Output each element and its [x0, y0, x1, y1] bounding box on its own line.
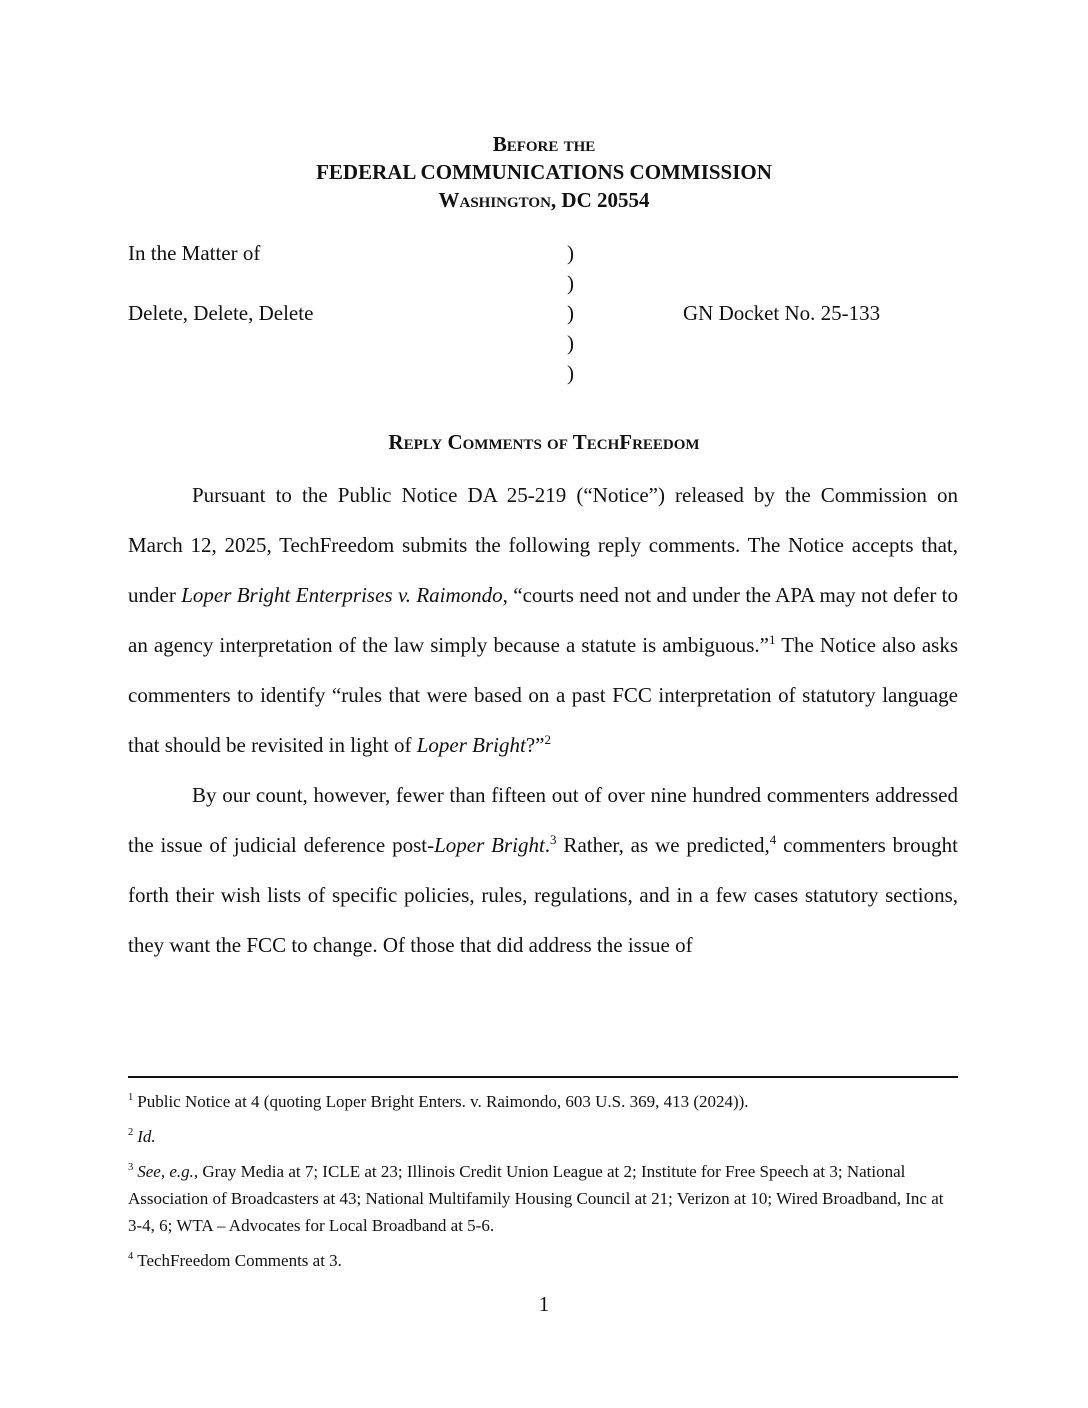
body-paragraph-2: By our count, however, fewer than fifteen out of over nine hundred commenters addressed the issue of judicial deference post-Loper Bright.$^3$ Rather, as we predicted,$^4$ commenters brought forth their wish lists of specific policies, rules, regulations, and in a few cases statutory sections, they want the FCC to change. Of those that did address the issue of — [128, 783, 958, 957]
paren-mark: ) — [567, 271, 574, 295]
header-address: Washington, DC 20554 — [438, 188, 650, 212]
footnote-separator — [128, 1076, 958, 1078]
court-header — [0, 130, 1088, 214]
paren-mark: ) — [567, 361, 574, 385]
footnote-text: TechFreedom Comments at 3. — [137, 1251, 342, 1270]
footnote-text: Public Notice at 4 (quoting Loper Bright Enters. v. Raimondo, 603 U.S. 369, 413 (2024)). — [137, 1092, 749, 1111]
matter-label: In the Matter of — [128, 241, 261, 265]
footnote-number: 3 — [128, 1162, 134, 1174]
header-before-the: Before the — [492, 132, 596, 156]
footnote-number: 4 — [128, 1251, 134, 1263]
paren-mark: ) — [567, 331, 574, 355]
footnote-number: 1 — [128, 1092, 134, 1104]
page-number: 1 — [538, 1292, 550, 1316]
footnote-text: Id. — [137, 1127, 156, 1146]
body-paragraph-1: Pursuant to the Public Notice DA 25-219 (“Notice”) released by the Commission on March 12, 2025, TechFreedom submits the following reply comments. The Notice accepts that, under Loper Bright Enterprises v. Raimondo, “courts need not and under the APA may not defer to an agency interpretation of the law simply because a statute is ambiguous.”$^1$ The Notice also asks commenters to identify “rules that were based on a past FCC interpretation of statutory language that should be revisited in light of Loper Bright?”$^2$ — [128, 483, 959, 757]
footnote-text: See, e.g., Gray Media at 7; ICLE at 23; Illinois Credit Union League at 2; Institute for Free Speech at 3; National Association of Broadcasters at 43; National Multifamily Housing Council at 21; Verizon at 10; Wired Broadband, Inc at 3-4, 6; WTA – Advocates for Local Broadband at 5-6. — [128, 1162, 944, 1235]
caption-right-column — [683, 238, 958, 388]
caption-left-column — [128, 238, 567, 388]
document-body — [128, 470, 958, 970]
case-caption — [128, 238, 958, 388]
footnote-1 — [128, 1088, 958, 1115]
header-commission-name: FEDERAL COMMUNICATIONS COMMISSION — [316, 160, 772, 184]
footnote-2 — [128, 1123, 958, 1150]
caption-spacer — [128, 268, 567, 298]
footnote-section — [128, 1076, 958, 1282]
caption-spacer — [683, 238, 958, 298]
footnote-4 — [128, 1247, 958, 1274]
footnote-3 — [128, 1158, 958, 1239]
paren-mark: ) — [567, 301, 574, 325]
matter-name: Delete, Delete, Delete — [128, 301, 314, 325]
caption-paren-column — [567, 238, 683, 388]
docket-number: GN Docket No. 25-133 — [683, 301, 881, 325]
paren-mark: ) — [567, 241, 574, 265]
document-title: Reply Comments of TechFreedom — [388, 430, 700, 454]
footnote-number: 2 — [128, 1127, 134, 1139]
